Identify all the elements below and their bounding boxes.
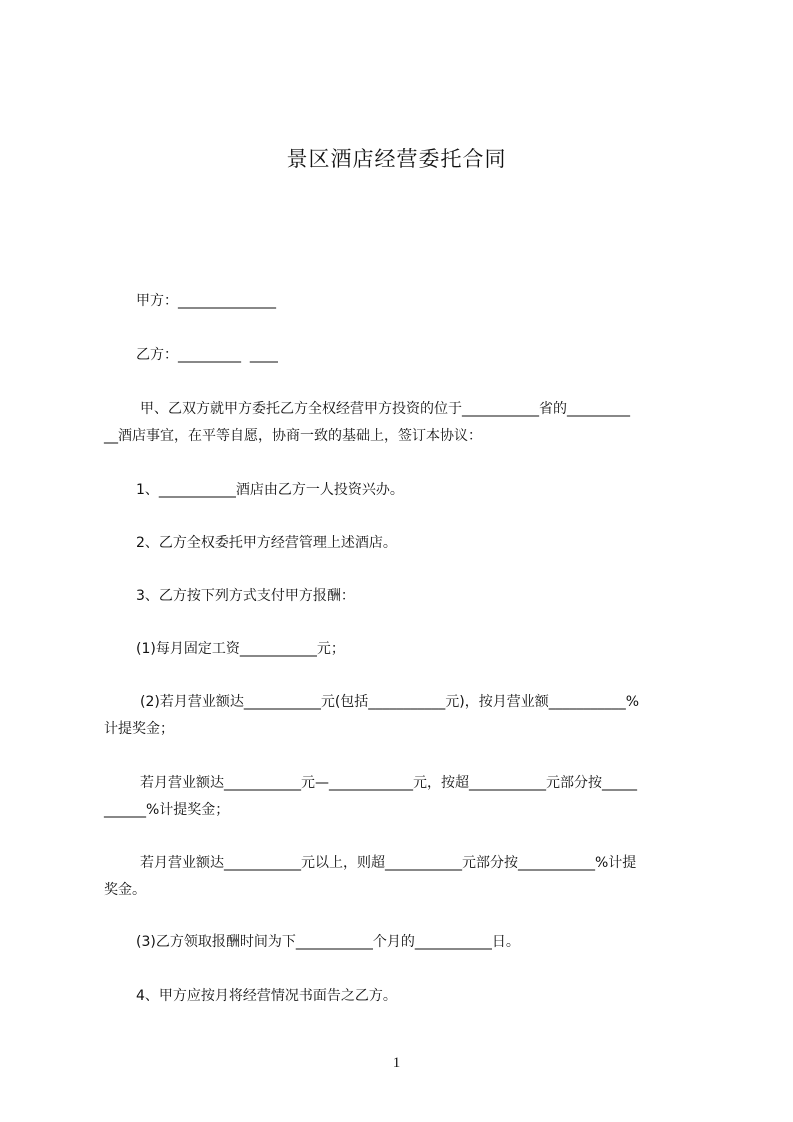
intro-line-1: 甲、乙双方就甲方委托乙方全权经营甲方投资的位于___________省的_________ (140, 401, 630, 417)
clause-3-2-line-5: 若月营业额达___________元以上，则超___________元部分按___________%计提 (140, 855, 637, 871)
clause-3-1: (1)每月固定工资___________元； (136, 641, 345, 657)
intro-line-2: __酒店事宜，在平等自愿，协商一致的基础上，签订本协议： (104, 428, 482, 444)
clause-3-2-line-1: (2)若月营业额达___________元(包括___________元)，按月营业额___________% (140, 694, 640, 710)
clause-3-2-line-3: 若月营业额达___________元—____________元，按超___________元部分按_____ (140, 775, 637, 791)
clause-3: 3、乙方按下列方式支付甲方报酬： (136, 588, 355, 604)
document-title: 景区酒店经营委托合同 (286, 147, 507, 171)
clause-3-2-line-2: 计提奖金； (104, 721, 174, 737)
page-number: 1 (392, 1055, 401, 1071)
clause-3-2-line-4: ______%计提奖金； (104, 802, 230, 818)
clause-4: 4、甲方应按月将经营情况书面告之乙方。 (136, 988, 397, 1004)
clause-2: 2、乙方全权委托甲方经营管理上述酒店。 (136, 535, 397, 551)
party-b-line: 乙方：_________ ____ (136, 347, 278, 363)
clause-3-3: (3)乙方领取报酬时间为下___________个月的___________日。 (136, 934, 520, 950)
clause-3-2-line-6: 奖金。 (104, 882, 146, 898)
party-a-line: 甲方：______________ (136, 293, 276, 309)
clause-1: 1、___________酒店由乙方一人投资兴办。 (136, 482, 404, 498)
